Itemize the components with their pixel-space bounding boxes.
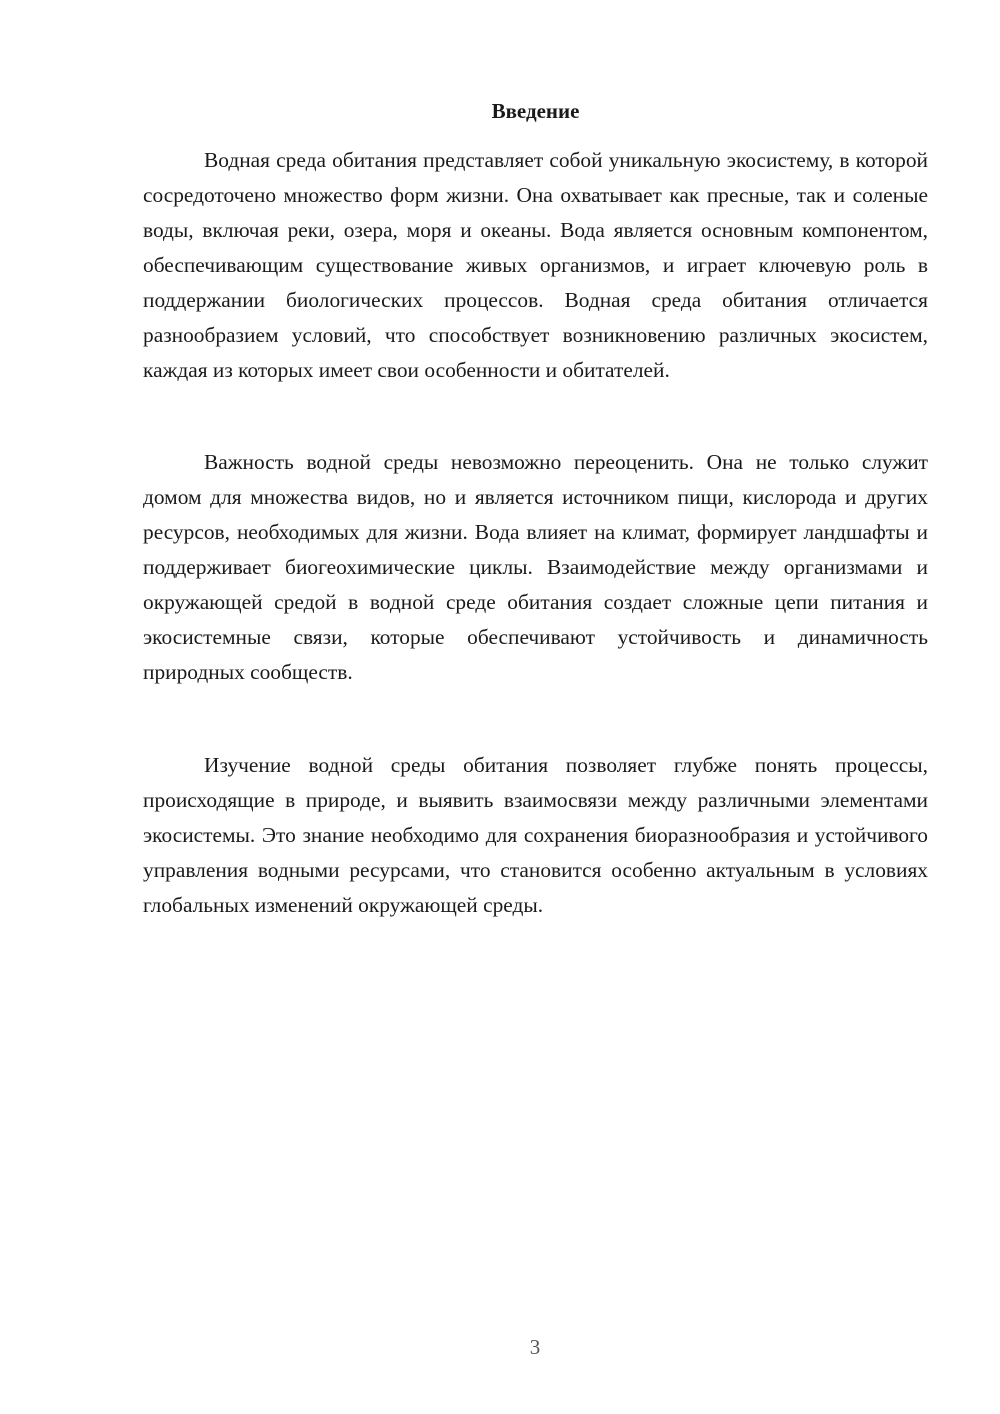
paragraph-2: Важность водной среды невозможно переоценить. Она не только служит домом для множества видов, но и является источником пищи, кислорода и других ресурсов, необходимых для жизни. Вода влияет на климат, формирует ландшафты и поддерживает биогеохимические циклы. Взаимодействие между организмами и окружающей средой в водной среде обитания создает сложные цепи питания и экосистемные связи, которые обеспечивают устойчивость и динамичность природных сообществ. — [143, 450, 928, 684]
paragraph-3: Изучение водной среды обитания позволяет глубже понять процессы, происходящие в природе, и выявить взаимосвязи между различными элементами экосистемы. Это знание необходимо для сохранения биоразнообразия и устойчивого управления водными ресурсами, что становится особенно актуальным в условиях глобальных изменений окружающей среды. — [143, 753, 928, 917]
page-number: 3 — [529, 1335, 541, 1359]
section-heading: Введение — [491, 99, 580, 123]
paragraph-1: Водная среда обитания представляет собой уникальную экосистему, в которой сосредоточено множество форм жизни. Она охватывает как пресные, так и соленые воды, включая реки, озера, моря и океаны. Вода является основным компонентом, обеспечивающим существование живых организмов, и играет ключевую роль в поддержании биологических процессов. Водная среда обитания отличается разнообразием условий, что способствует возникновению различных экосистем, каждая из которых имеет свои особенности и обитателей. — [143, 148, 928, 382]
